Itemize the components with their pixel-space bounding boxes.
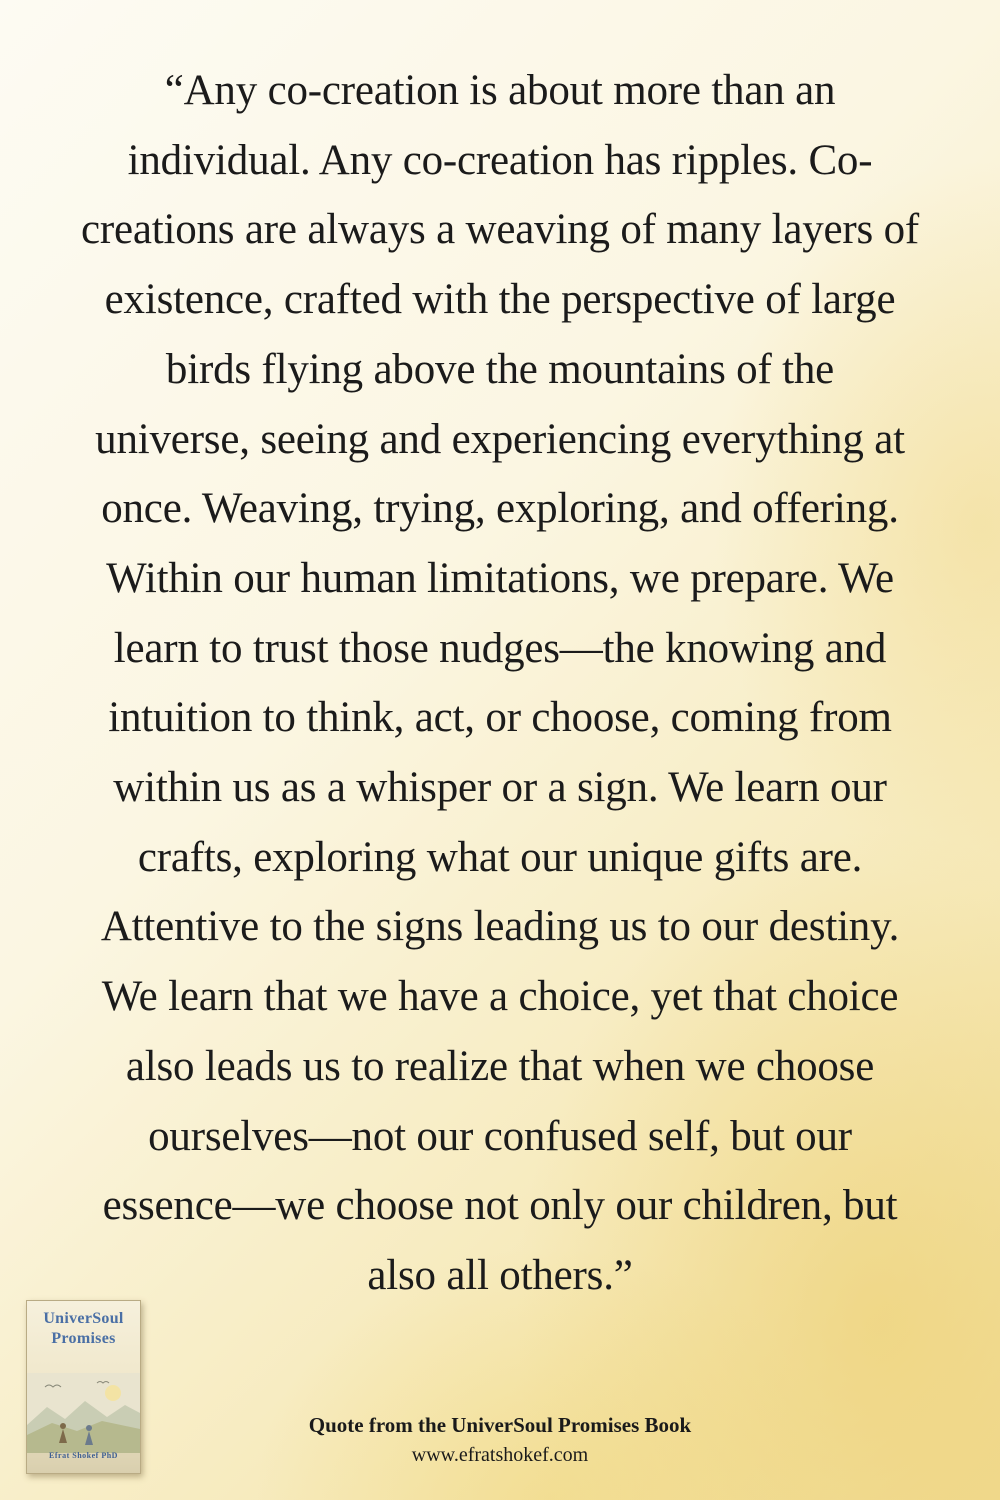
caption-book-source: Quote from the UniverSoul Promises Book [308, 1413, 692, 1437]
book-cover-title: UniverSoul Promises [43, 1310, 124, 1347]
book-cover-author: Efrat Shokef PhD [49, 1451, 118, 1460]
caption-website-url: www.efratshokef.com [411, 1444, 589, 1466]
quote-text: “Any co-creation is about more than an individual. Any co-creation has ripples. Co- creations are always a weaving of many layers of existence, crafted with the perspective of large birds flying above the mountains of the universe, seeing and experiencing everything at once. Weaving, trying, exploring, and offering. Within our human limitations, we prepare. We learn to trust those nudges—the knowing and intuition to think, act, or choose, coming from within us as a whisper or a sign. We learn our crafts, exploring what our unique gifts are. Attentive to the signs leading us to our destiny. We learn that we have a choice, yet that choice also leads us to realize that when we choose ourselves—not our confused self, but our essence—we choose not only our children, but also all others.” [80, 67, 920, 1299]
